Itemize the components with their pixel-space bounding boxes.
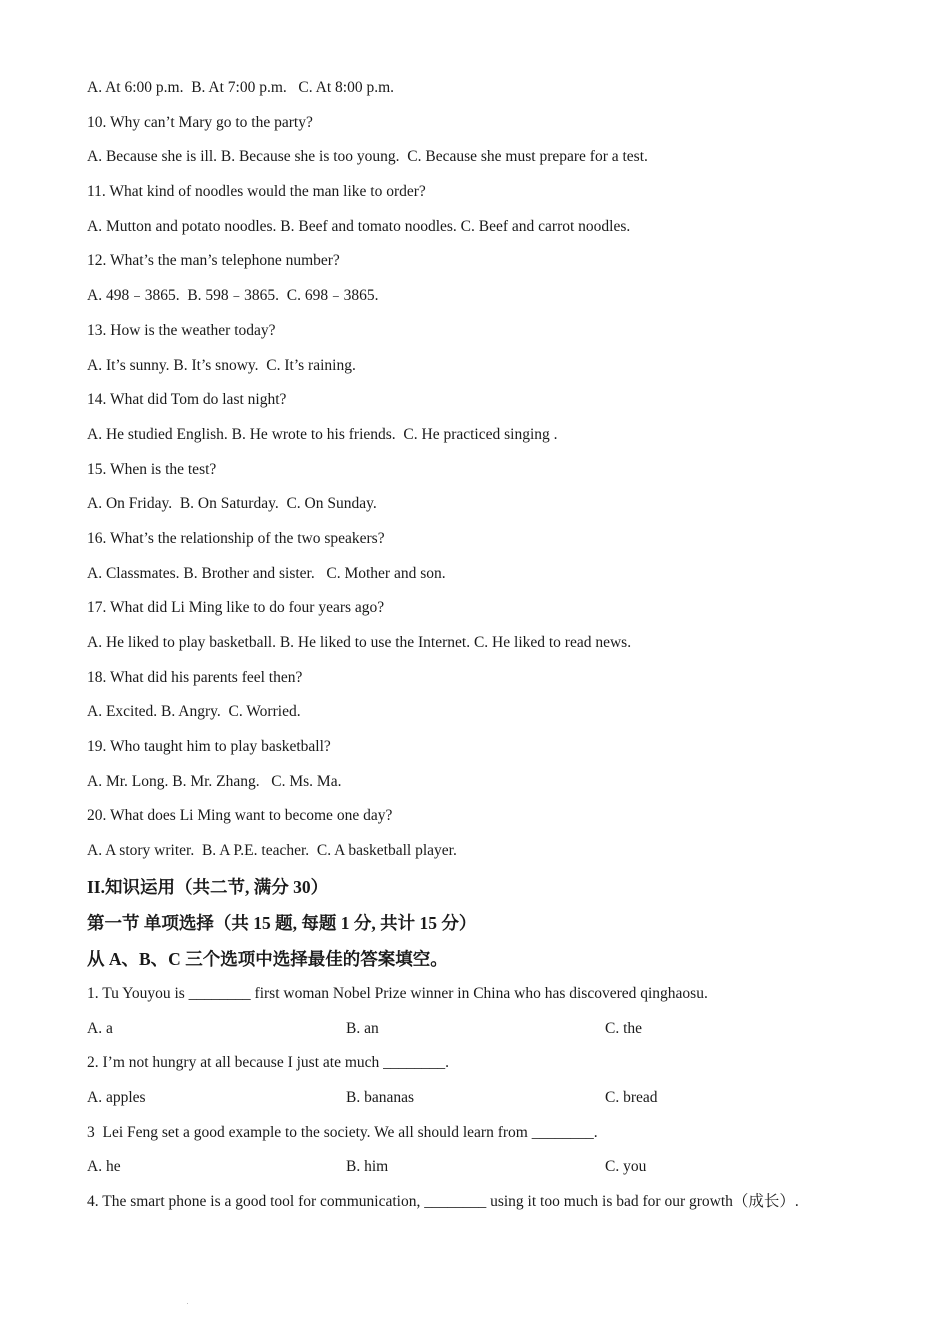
- listening-options: A. Classmates. B. Brother and sister. C. Mother and son.: [87, 564, 446, 582]
- option-b: B. him: [346, 1158, 389, 1176]
- listening-options: A. He studied English. B. He wrote to his friends. C. He practiced singing .: [87, 425, 558, 443]
- question-stem: 4. The smart phone is a good tool for communication, ________ using it too much is bad for our growth（成长）.: [87, 1192, 799, 1210]
- option-a: A. he: [87, 1158, 121, 1176]
- listening-question: 16. What’s the relationship of the two speakers?: [87, 529, 385, 547]
- question-stem: 1. Tu Youyou is ________ first woman Nobel Prize winner in China who has discovered qinghaosu.: [87, 984, 708, 1002]
- option-b: B. an: [346, 1019, 379, 1037]
- listening-question: 17. What did Li Ming like to do four years ago?: [87, 599, 385, 617]
- listening-question: 18. What did his parents feel then?: [87, 668, 303, 686]
- listening-question: 15. When is the test?: [87, 460, 217, 478]
- question-options: [87, 1019, 887, 1039]
- listening-question: 13. How is the weather today?: [87, 321, 276, 339]
- listening-options: A. Mutton and potato noodles. B. Beef and tomato noodles. C. Beef and carrot noodles.: [87, 217, 631, 235]
- question-options: [87, 1157, 887, 1177]
- part-title: 第一节 单项选择（共 15 题, 每题 1 分, 共计 15 分）: [87, 912, 477, 933]
- option-a: A. apples: [87, 1088, 146, 1106]
- listening-question: 10. Why can’t Mary go to the party?: [87, 113, 313, 131]
- listening-options: A. It’s sunny. B. It’s snowy. C. It’s raining.: [87, 356, 356, 374]
- option-a: A. a: [87, 1019, 113, 1037]
- section-title: II.知识运用（共二节, 满分 30）: [87, 876, 329, 897]
- listening-options: A. Because she is ill. B. Because she is too young. C. Because she must prepare for a test.: [87, 148, 648, 166]
- listening-options: A. On Friday. B. On Saturday. C. On Sunday.: [87, 495, 377, 513]
- listening-question: 20. What does Li Ming want to become one day?: [87, 807, 393, 825]
- listening-question: 11. What kind of noodles would the man like to order?: [87, 183, 426, 201]
- listening-options: A. Mr. Long. B. Mr. Zhang. C. Ms. Ma.: [87, 772, 342, 790]
- listening-options: A. A story writer. B. A P.E. teacher. C. A basketball player.: [87, 842, 457, 860]
- question-options: [87, 1088, 887, 1108]
- question-stem: 3 Lei Feng set a good example to the society. We all should learn from ________.: [87, 1123, 598, 1141]
- listening-options: A. Excited. B. Angry. C. Worried.: [87, 703, 301, 721]
- option-c: C. you: [605, 1158, 647, 1176]
- option-c: C. the: [605, 1019, 643, 1037]
- listening-question: 12. What’s the man’s telephone number?: [87, 252, 340, 270]
- page-speck: [187, 1303, 188, 1304]
- option-c: C. bread: [605, 1088, 658, 1106]
- instruction-text: 从 A、B、C 三个选项中选择最佳的答案填空。: [87, 948, 448, 969]
- listening-section: [87, 78, 887, 861]
- listening-options: A. At 6:00 p.m. B. At 7:00 p.m. C. At 8:00 p.m.: [87, 79, 395, 96]
- listening-question: 19. Who taught him to play basketball?: [87, 738, 331, 756]
- document-page: [87, 78, 887, 1227]
- listening-options: A. He liked to play basketball. B. He liked to use the Internet. C. He liked to read news.: [87, 634, 632, 651]
- listening-options: A. 498﹣3865. B. 598﹣3865. C. 698﹣3865.: [87, 287, 379, 305]
- question-stem: 2. I’m not hungry at all because I just ate much ________.: [87, 1054, 450, 1072]
- option-b: B. bananas: [346, 1088, 415, 1106]
- listening-question: 14. What did Tom do last night?: [87, 391, 287, 409]
